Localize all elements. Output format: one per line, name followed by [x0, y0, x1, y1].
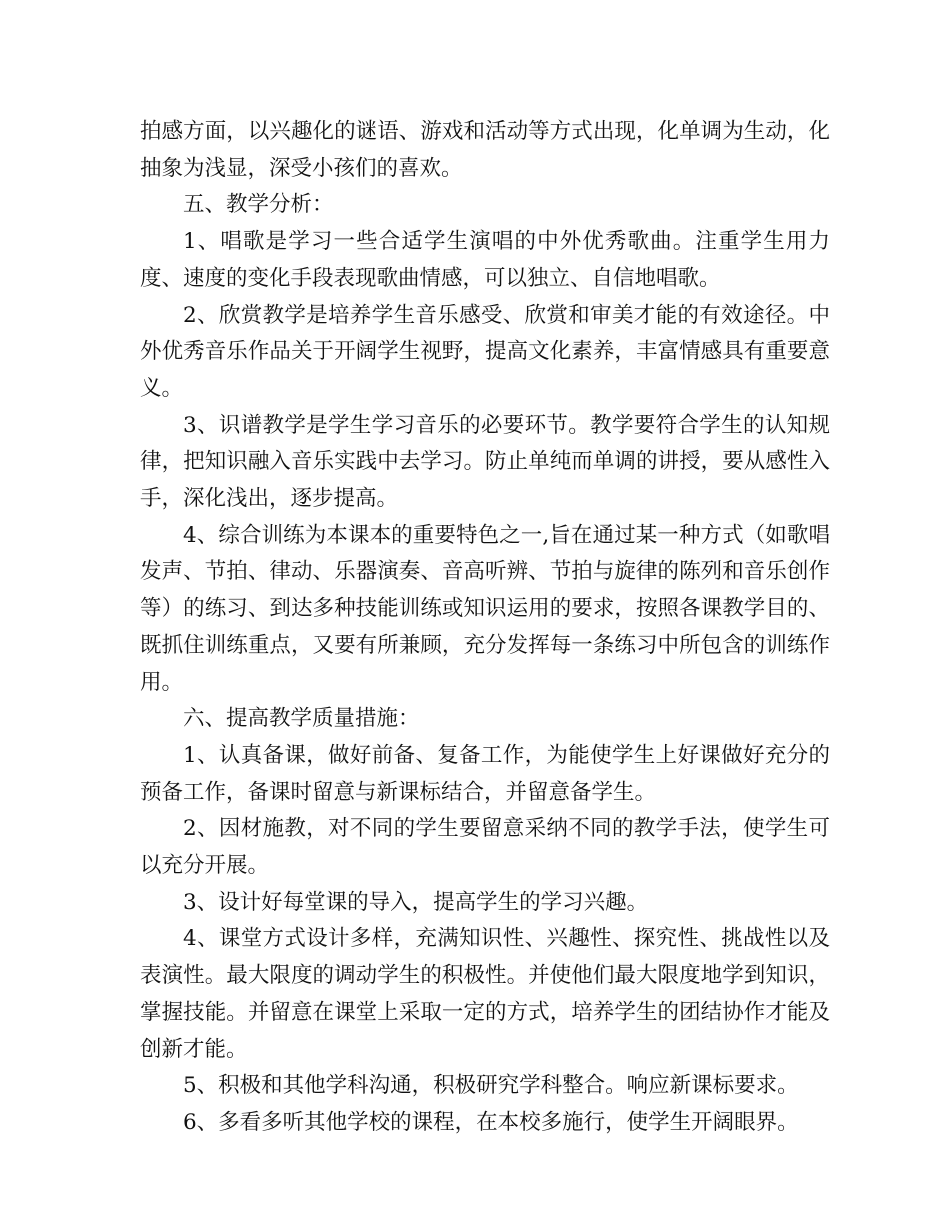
section-heading-teaching-analysis: 五、教学分析：	[183, 192, 334, 218]
paragraph-comprehensive-training: 4、综合训练为本课本的重要特色之一,旨在通过某一种方式（如歌唱发声、节拍、律动、乐器演奏、音高听辨、节拍与旋律的陈列和音乐创作等）的练习、到达多种技能训练或知识运用的要求，按照各课教学目的、既抓住训练重点，又要有所兼顾，充分发挥每一条练习中所包含的训练作用。	[140, 522, 830, 695]
paragraph-measure-1: 1、认真备课，做好前备、复备工作，为能使学生上好课做好充分的预备工作，备课时留意与新课标结合，并留意备学生。	[140, 742, 830, 805]
paragraph-appreciation: 2、欣赏教学是培养学生音乐感受、欣赏和审美才能的有效途径。中外优秀音乐作品关于开阔学生视野，提高文化素养，丰富情感具有重要意义。	[140, 302, 830, 401]
section-heading-quality-measures: 六、提高教学质量措施：	[183, 706, 420, 732]
paragraph-continued: 拍感方面，以兴趣化的谜语、游戏和活动等方式出现，化单调为生动，化抽象为浅显，深受小孩们的喜欢。	[140, 119, 830, 181]
paragraph-measure-6: 6、多看多听其他学校的课程，在本校多施行，使学生开阔眼界。	[183, 1109, 799, 1135]
paragraph-measure-5: 5、积极和其他学科沟通，积极研究学科整合。响应新课标要求。	[183, 1073, 799, 1099]
document-page	[140, 114, 830, 1142]
paragraph-measure-3: 3、设计好每堂课的导入，提高学生的学习兴趣。	[183, 889, 649, 915]
paragraph-measure-4: 4、课堂方式设计多样，充满知识性、兴趣性、探究性、挑战性以及表演性。最大限度的调动学生的积极性。并使他们最大限度地学到知识，掌握技能。并留意在课堂上采取一定的方式，培养学生的团结协作才能及创新才能。	[140, 926, 830, 1062]
paragraph-measure-2: 2、因材施教，对不同的学生要留意采纳不同的教学手法，使学生可以充分开展。	[140, 816, 830, 879]
paragraph-score-reading: 3、识谱教学是学生学习音乐的必要环节。教学要符合学生的认知规律，把知识融入音乐实践中去学习。防止单纯而单调的讲授，要从感性入手，深化浅出，逐步提高。	[140, 412, 830, 512]
paragraph-singing: 1、唱歌是学习一些合适学生演唱的中外优秀歌曲。注重学生用力度、速度的变化手段表现歌曲情感，可以独立、自信地唱歌。	[140, 229, 830, 291]
